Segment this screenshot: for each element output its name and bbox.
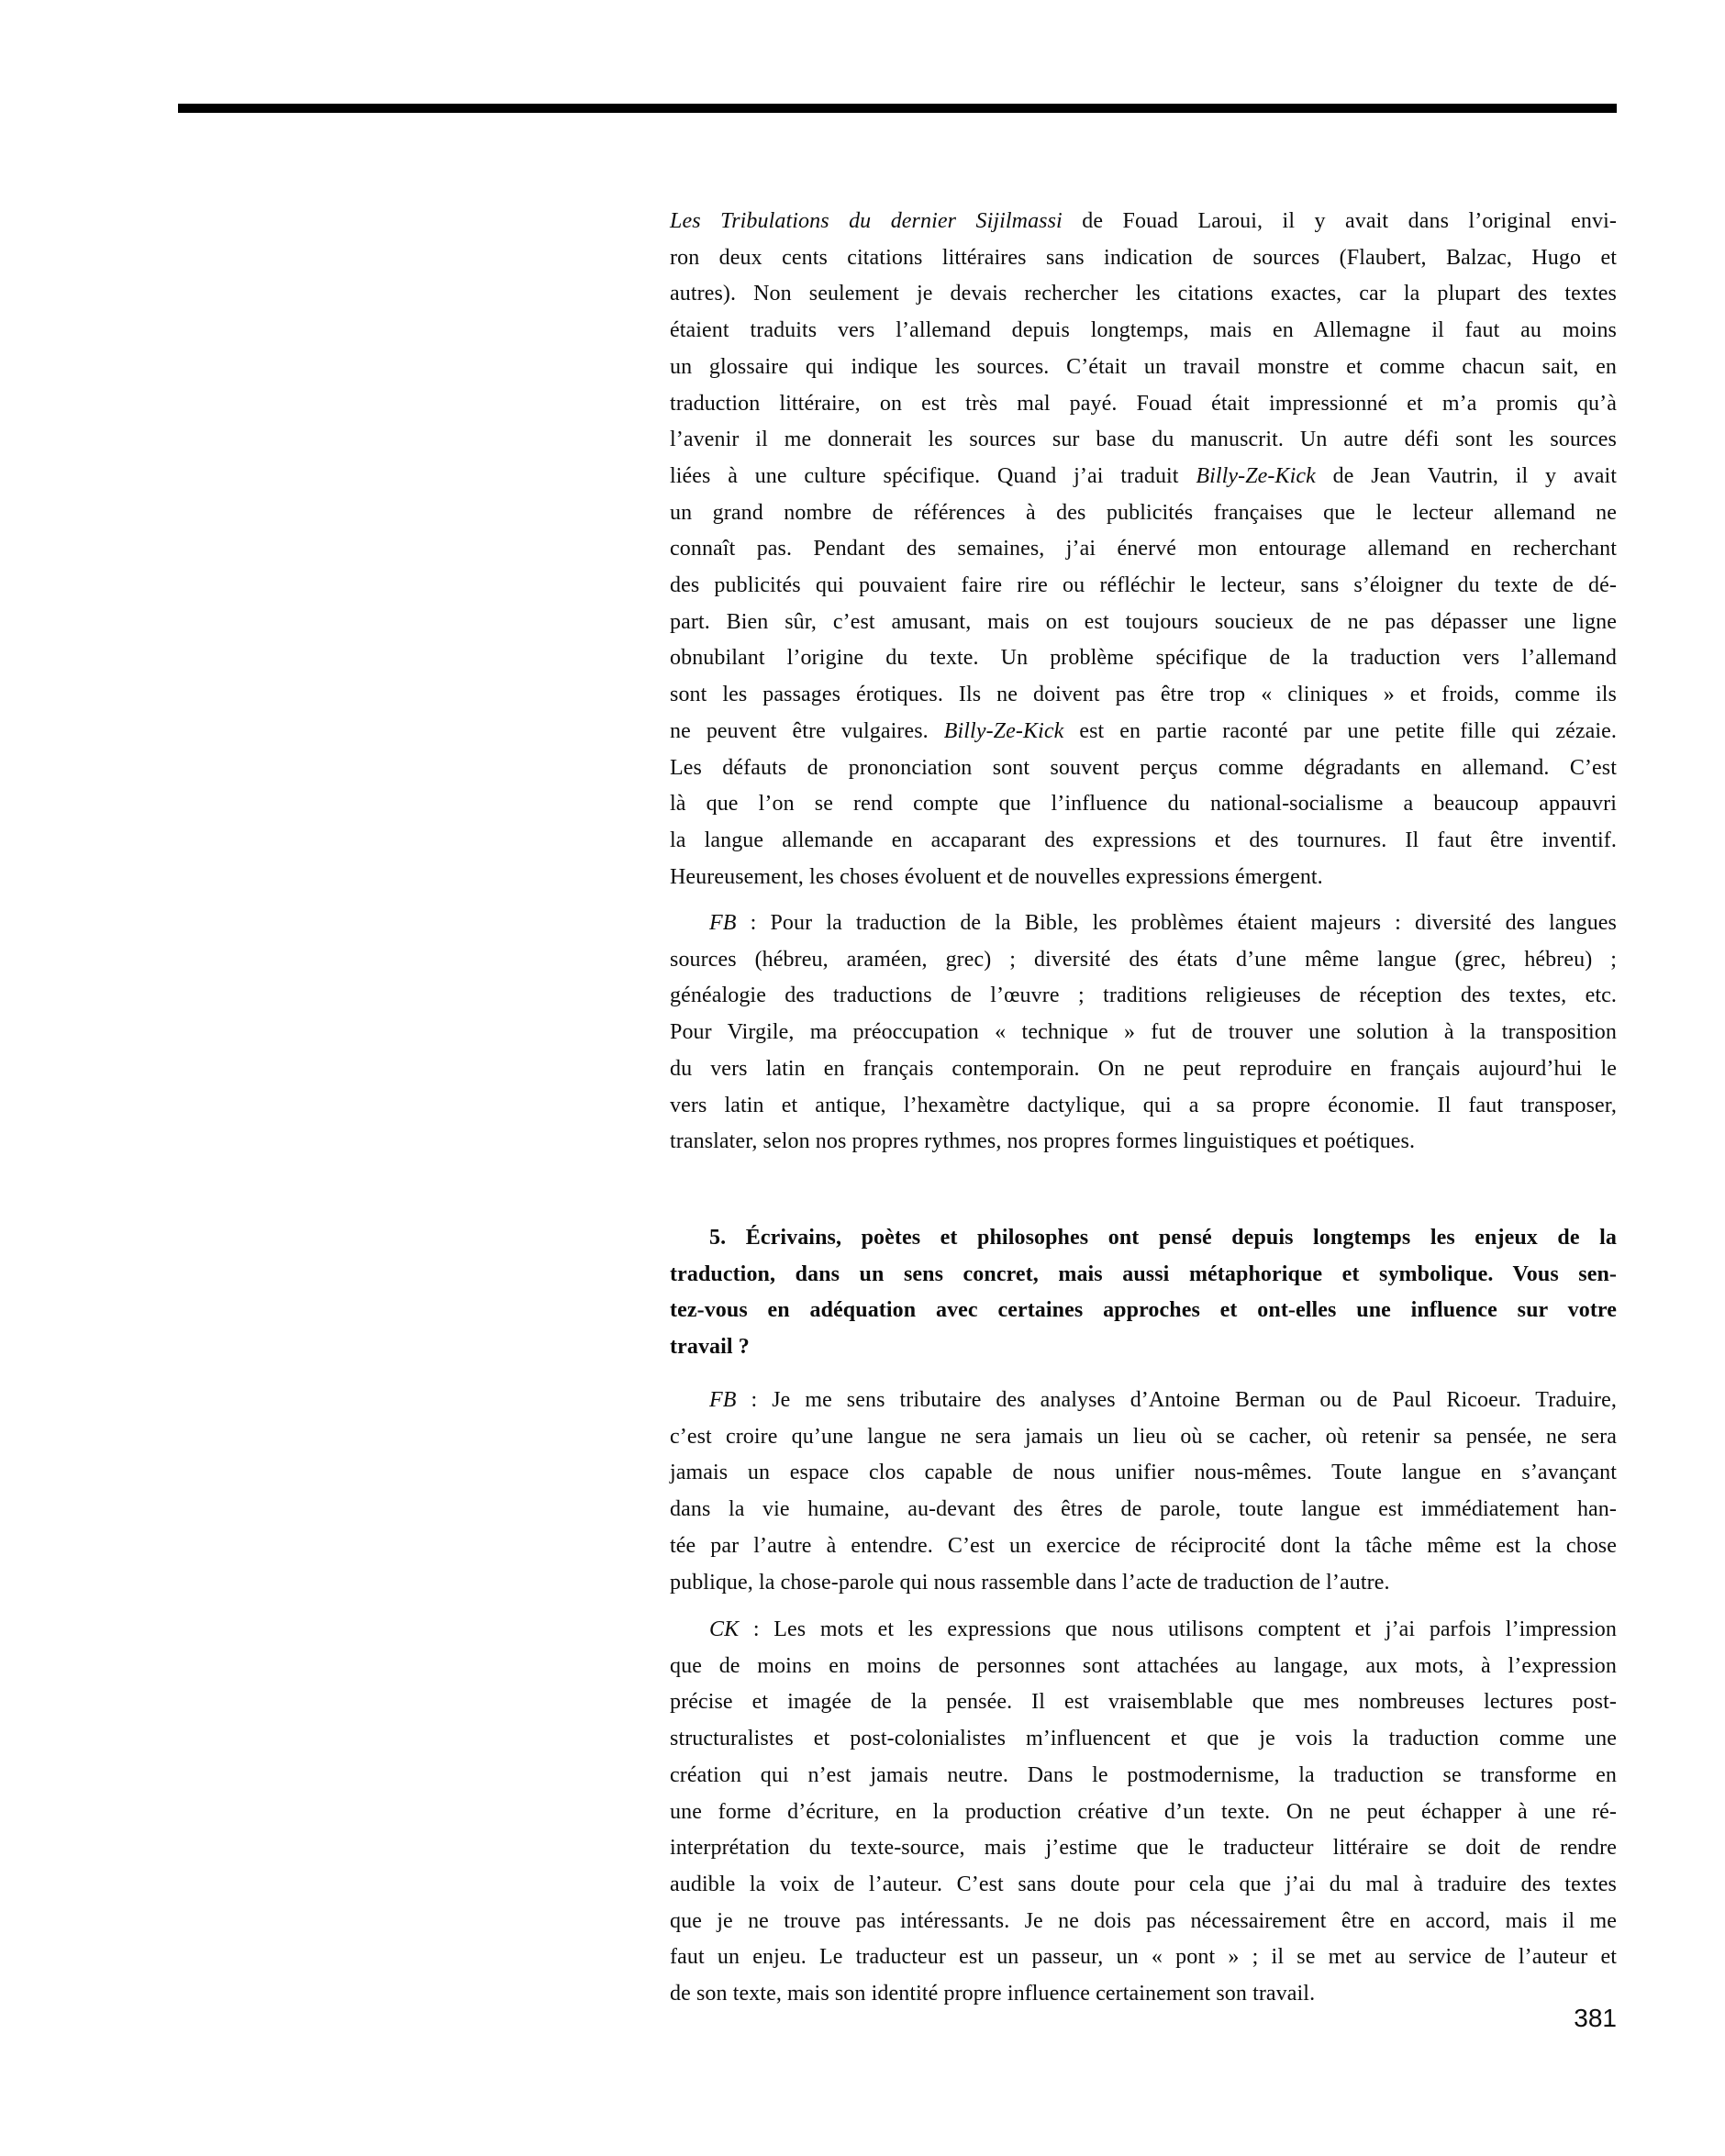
text-segment: faut un enjeu. Le traducteur est un passeur, un « pont » ; il se met au service de l’auteur et [670,1945,1617,1970]
text-segment: tez-vous en adéquation avec certaines approches et ont-elles une influence sur votre [670,1298,1617,1323]
text-segment: liées à une culture spécifique. Quand j’ai traduit [670,463,1196,488]
text-segment: sont les passages érotiques. Ils ne doivent pas être trop « cliniques » et froids, comme ils [670,683,1617,707]
text-segment: l’avenir il me donnerait les sources sur base du manuscrit. Un autre défi sont les sources [670,428,1617,452]
text-line [670,1565,1617,1602]
text-segment: ron deux cents citations littéraires sans indication de sources (Flaubert, Balzac, Hugo et [670,245,1617,270]
text-segment: de Jean Vautrin, il y avait [1315,463,1617,488]
text-line [670,1383,1617,1419]
question-5-heading [670,1220,1617,1366]
text-segment: de Fouad Laroui, il y avait dans l’original envi- [1062,209,1617,233]
text-line [670,1795,1617,1831]
text-line [670,1015,1617,1051]
text-segment: travail ? [670,1335,750,1360]
italic-text-segment: Les Tribulations du dernier Sijilmassi [670,209,1063,233]
text-line [670,942,1617,979]
text-line [670,677,1617,714]
text-segment: tée par l’autre à entendre. C’est un exercice de réciprocité dont la tâche même est la chose [670,1533,1617,1558]
text-line [670,459,1617,495]
text-line [670,1220,1617,1257]
text-segment: structuralistes et post-colonialistes m’influencent et que je vois la traduction comme une [670,1727,1617,1751]
text-line [670,276,1617,313]
text-line [670,823,1617,860]
header-rule [178,104,1617,113]
text-segment: : Je me sens tributaire des analyses d’Antoine Berman ou de Paul Ricoeur. Traduire, [736,1388,1617,1412]
text-segment: là que l’on se rend compte que l’influence du national-socialisme a beaucoup appauvri [670,792,1617,817]
text-line [670,1257,1617,1294]
text-segment: autres). Non seulement je devais rechercher les citations exactes, car la plupart des textes [670,282,1617,306]
text-segment: part. Bien sûr, c’est amusant, mais on est toujours soucieux de ne pas dépasser une ligne [670,609,1617,634]
text-line [670,1867,1617,1904]
text-line [670,313,1617,350]
text-segment: jamais un espace clos capable de nous unifier nous-mêmes. Toute langue en s’avançant [670,1461,1617,1485]
paragraph-continuation-fb-german [670,204,1617,895]
text-line [670,906,1617,942]
text-line [670,1455,1617,1492]
text-segment: un grand nombre de références à des publicités françaises que le lecteur allemand ne [670,500,1617,525]
text-line [670,1124,1617,1161]
text-segment: vers latin et antique, l’hexamètre dactylique, qui a sa propre économie. Il faut transposer, [670,1093,1617,1117]
text-line [670,1830,1617,1867]
text-segment: création qui n’est jamais neutre. Dans le postmodernisme, la traduction se transforme en [670,1762,1617,1787]
text-line [670,1329,1617,1366]
text-segment: que je ne trouve pas intéressants. Je ne dois pas nécessairement être en accord, mais il me [670,1908,1617,1933]
text-segment: translater, selon nos propres rythmes, nos propres formes linguistiques et poétiques. [670,1129,1416,1154]
text-segment: obnubilant l’origine du texte. Un problème spécifique de la traduction vers l’allemand [670,646,1617,671]
text-segment: Heureusement, les choses évoluent et de nouvelles expressions émergent. [670,864,1323,889]
text-line [670,750,1617,787]
text-segment: c’est croire qu’une langue ne sera jamais un lieu où se cacher, où retenir sa pensée, ne sera [670,1424,1617,1449]
text-segment: de son texte, mais son identité propre influence certainement son travail. [670,1982,1316,2006]
text-segment: Les défauts de prononciation sont souvent perçus comme dégradants en allemand. C’est [670,755,1617,780]
text-segment: : Pour la traduction de la Bible, les problèmes étaient majeurs : diversité des langues [736,911,1617,935]
text-line [670,978,1617,1015]
text-line [670,1721,1617,1758]
text-segment: un glossaire qui indique les sources. C’était un travail monstre et comme chacun sait, en [670,354,1617,379]
text-segment: traduction littéraire, on est très mal payé. Fouad était impressionné et m’a promis qu’à [670,391,1617,416]
text-segment: des publicités qui pouvaient faire rire ou réfléchir le lecteur, sans s’éloigner du texte de dé- [670,573,1617,598]
paragraph-fb-bible [670,906,1617,1161]
text-segment: traduction, dans un sens concret, mais aussi métaphorique et symbolique. Vous sen- [670,1261,1617,1286]
text-segment: la langue allemande en accaparant des expressions et des tournures. Il faut être inventif. [670,828,1617,852]
paragraph-ck [670,1612,1617,2013]
text-line [670,1904,1617,1940]
italic-text-segment: CK [709,1617,740,1641]
text-line [670,1684,1617,1721]
text-line [670,1419,1617,1456]
text-segment: dans la vie humaine, au-devant des êtres de parole, toute langue est immédiatement han- [670,1497,1617,1522]
italic-text-segment: Billy-Ze-Kick [943,718,1064,743]
text-segment: connaît pas. Pendant des semaines, j’ai énervé mon entourage allemand en recherchant [670,537,1617,561]
text-line [670,350,1617,386]
text-line [670,1293,1617,1329]
text-line [670,531,1617,568]
italic-text-segment: Billy-Ze-Kick [1196,463,1316,488]
text-segment: 5. Écrivains, poètes et philosophes ont pensé depuis longtemps les enjeux de la [709,1226,1617,1250]
text-line [670,1492,1617,1528]
text-line [670,240,1617,277]
text-line [670,605,1617,641]
italic-text-segment: FB [709,1388,737,1412]
text-segment: est en partie raconté par une petite fille qui zézaie. [1063,718,1618,743]
text-segment: publique, la chose-parole qui nous rassemble dans l’acte de traduction de l’autre. [670,1570,1390,1595]
text-segment: que de moins en moins de personnes sont attachées au langage, aux mots, à l’expression [670,1653,1617,1678]
text-segment: audible la voix de l’auteur. C’est sans doute pour cela que j’ai du mal à traduire des textes [670,1872,1617,1896]
text-segment: interprétation du texte-source, mais j’estime que le traducteur littéraire se doit de rendre [670,1836,1617,1861]
text-line [670,204,1617,240]
text-line [670,714,1617,750]
text-line [670,1051,1617,1088]
text-line [670,422,1617,459]
text-segment: précise et imagée de la pensée. Il est vraisemblable que mes nombreuses lectures post- [670,1690,1617,1715]
page-number: 381 [1574,2004,1617,2032]
text-segment: du vers latin en français contemporain. On ne peut reproduire en français aujourd’hui le [670,1056,1617,1081]
text-line [670,1612,1617,1649]
text-segment: ne peuvent être vulgaires. [670,718,944,743]
text-segment: sources (hébreu, araméen, grec) ; diversité des états d’une même langue (grec, hébreu) ; [670,947,1617,972]
text-line [670,1088,1617,1125]
text-line [670,1939,1617,1976]
text-line [670,786,1617,823]
text-line [670,495,1617,532]
text-line [670,386,1617,423]
text-line [670,1758,1617,1795]
text-segment: une forme d’écriture, en la production créative d’un texte. On ne peut échapper à une ré- [670,1799,1617,1824]
italic-text-segment: FB [709,911,737,935]
text-segment: Pour Virgile, ma préoccupation « technique » fut de trouver une solution à la transposition [670,1020,1617,1045]
paragraph-fb-berman [670,1383,1617,1601]
text-line [670,640,1617,677]
text-segment: étaient traduits vers l’allemand depuis longtemps, mais en Allemagne il faut au moins [670,318,1617,343]
text-line [670,568,1617,605]
text-segment: : Les mots et les expressions que nous utilisons comptent et j’ai parfois l’impression [739,1617,1617,1641]
text-line [670,860,1617,896]
text-segment: généalogie des traductions de l’œuvre ; traditions religieuses de réception des textes, etc. [670,984,1617,1008]
text-line [670,1649,1617,1685]
text-line [670,1528,1617,1565]
